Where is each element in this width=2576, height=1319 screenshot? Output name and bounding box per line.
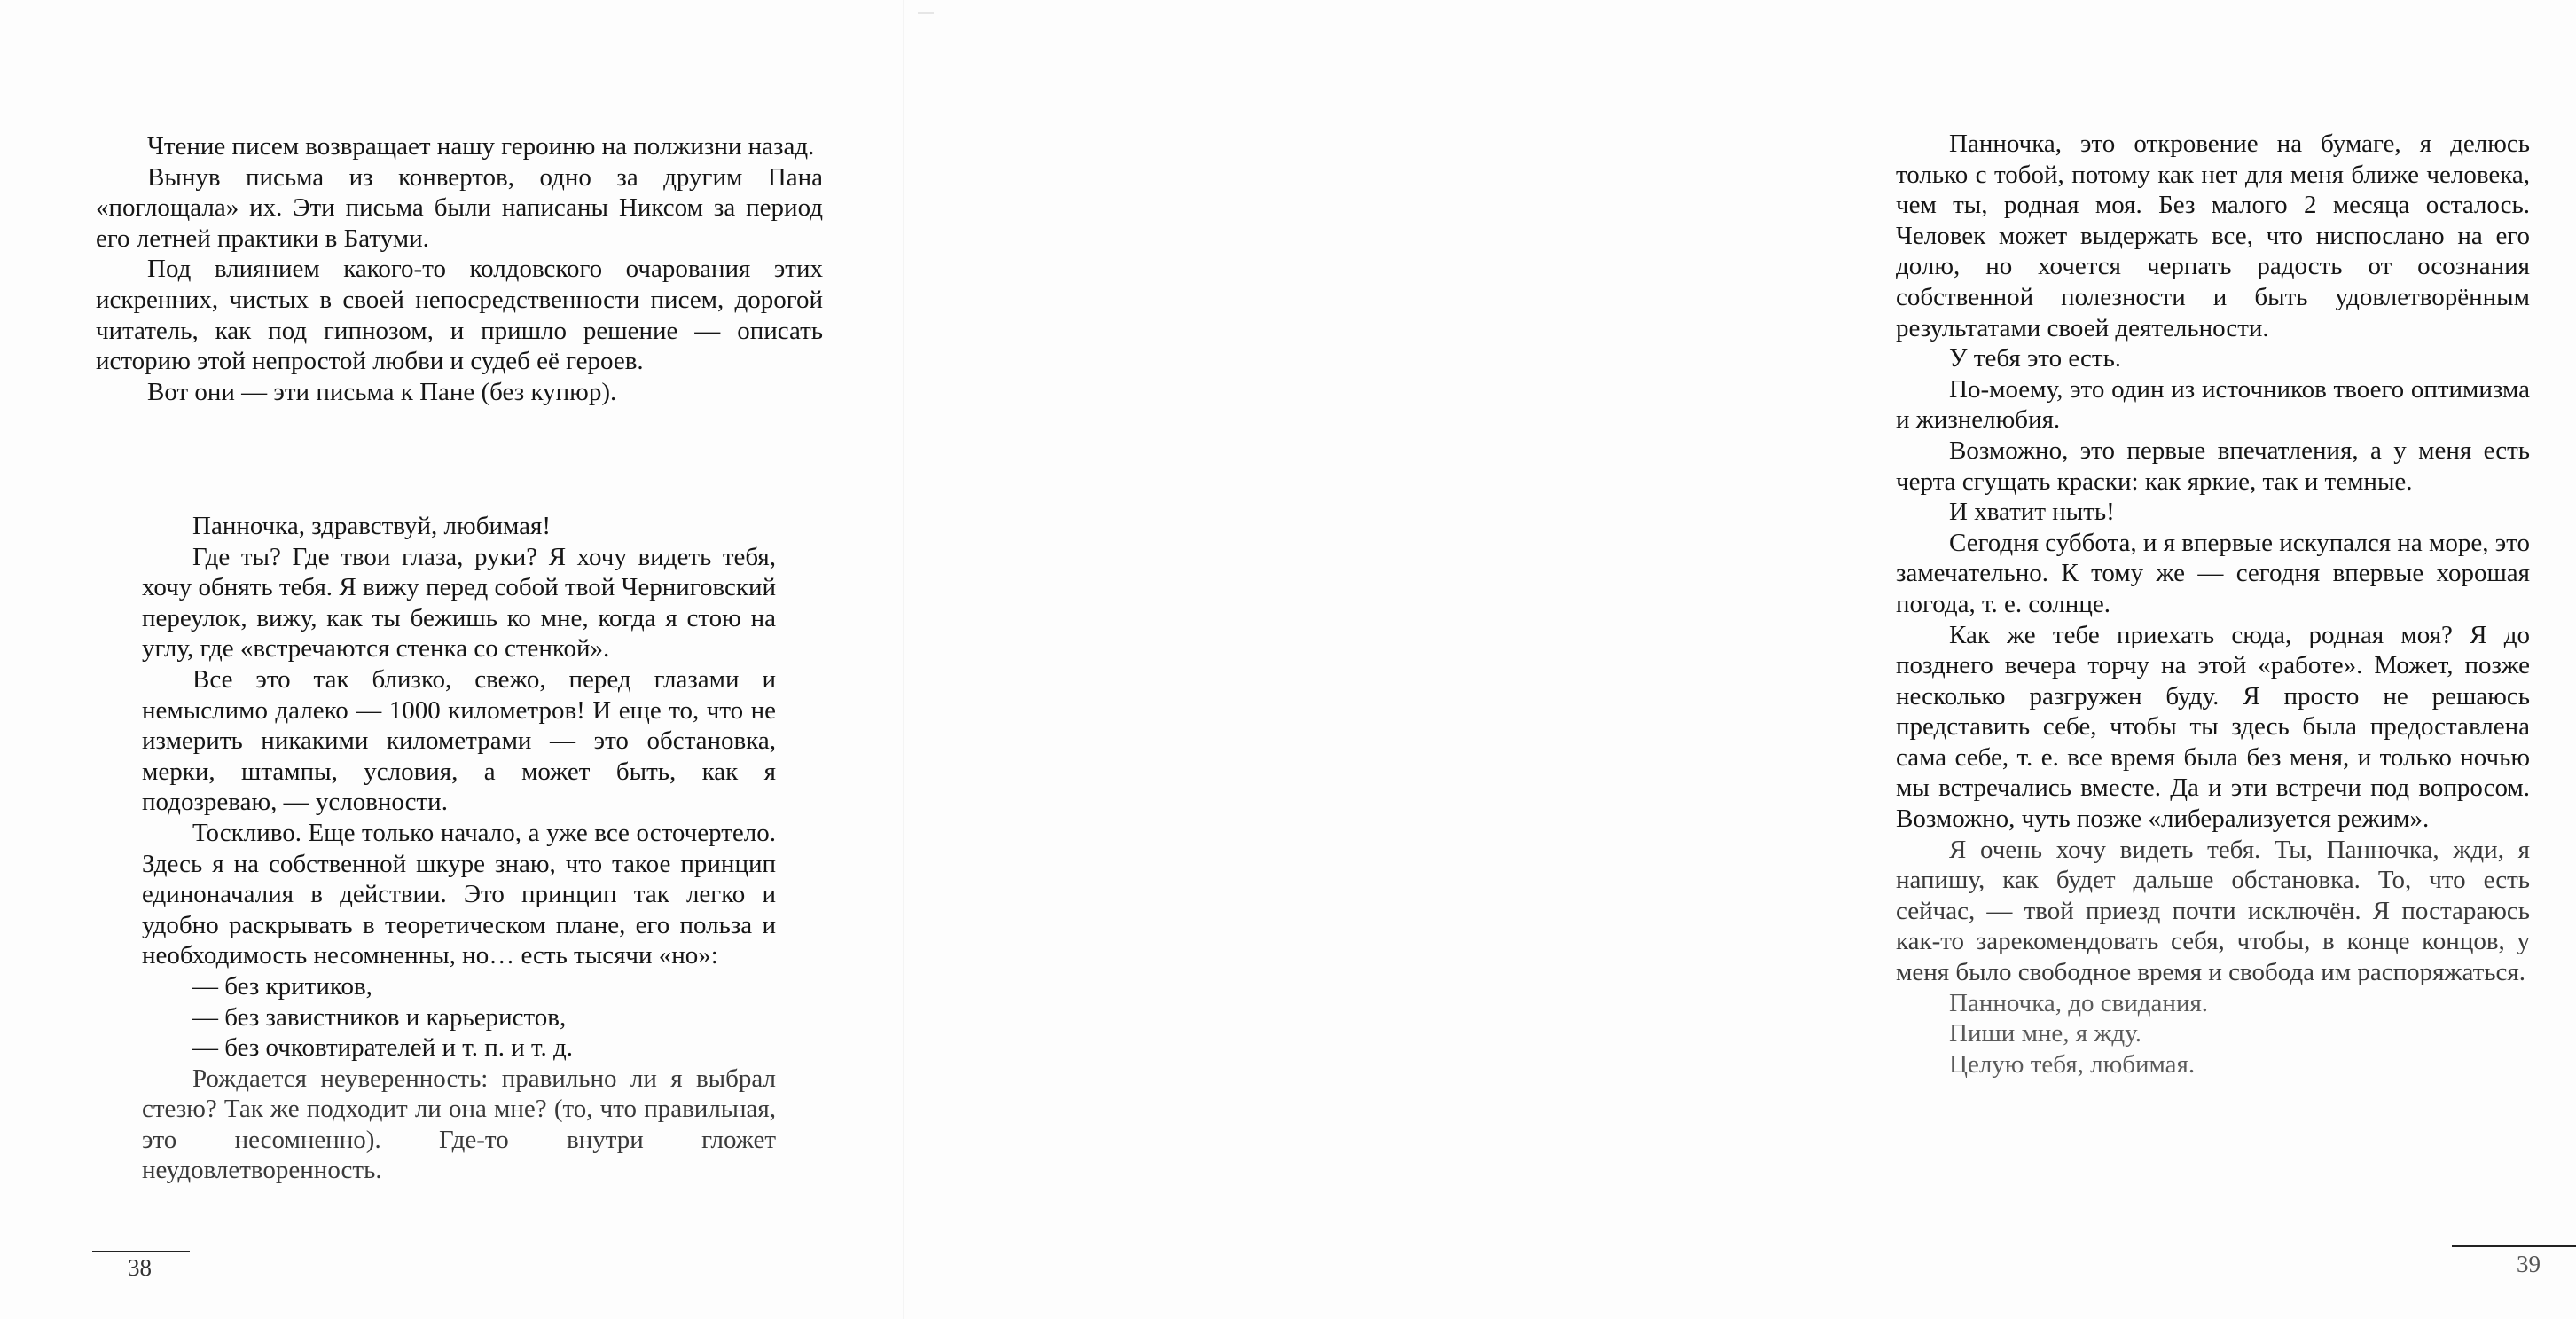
footer-rule (2452, 1245, 2576, 1247)
paragraph: Вынув письма из конвертов, одно за другим Пана «поглощала» их. Эти письма были написаны Никсом за период его летней практики в Батуми. (96, 162, 823, 253)
paragraph: Под влиянием какого-то колдовского очарования этих искренних, чистых в своей непосредственности писем, дорогой читатель, как под гипнозом, и пришло решение — описать историю этой непростой любви и судеб её героев. (96, 255, 823, 376)
paragraph: Как же тебе приехать сюда, родная моя? Я до позднего вечера торчу на этой «работе». Может, позже несколько разгружен буду. Я просто не решаюсь представить себе, чтобы ты здесь была предоставлена сама себе, т. е. все время была без меня, и только ночью мы встречались вместе. Да и эти встречи под вопросом. Возможно, чуть позже «либерализуется режим». (1896, 620, 2530, 834)
letter-closing: Целую тебя, любимая. (1949, 1049, 2196, 1079)
letter-greeting: Панночка, здравствуй, любимая! (192, 512, 551, 540)
page-number: 38 (128, 1254, 152, 1281)
paragraph: Тоскливо. Еще только начало, а уже все осточертело. Здесь я на собственной шкуре знаю, что такое принцип единоначалия в действии. Это принцип так легко и удобно раскрывать в теоретическом плане, его польза и необходимость несомненны, но… есть тысячи «но»: (142, 818, 776, 970)
paragraph: Где ты? Где твои глаза, руки? Я хочу видеть тебя, хочу обнять тебя. Я вижу перед собой твой Черниговский переулок, вижу, как ты бежишь ко мне, когда я стою на углу, где «встречаются стенка со стенкой». (142, 542, 776, 663)
page-number: 39 (2517, 1251, 2541, 1277)
list-item: — без завистников и карьеристов, (192, 1002, 567, 1032)
left-letter-text (142, 511, 776, 1186)
right-letter-text (1896, 129, 2530, 1080)
paragraph: Вот они — эти письма к Пане (без купюр). (147, 377, 617, 406)
left-intro-text (96, 131, 823, 407)
list-item: — без критиков, (192, 971, 372, 1001)
footer-rule (92, 1251, 190, 1252)
paragraph: По-моему, это один из источников твоего оптимизма и жизнелюбия. (1896, 374, 2530, 435)
paragraph: Возможно, это первые впечатления, а у меня есть черта сгущать краски: как яркие, так и темные. (1896, 436, 2530, 496)
paragraph: Панночка, это откровение на бумаге, я делюсь только с тобой, потому как нет для меня ближе человека, чем ты, родная моя. Без малого 2 месяца осталось. Человек может выдержать все, что ниспослано на его долю, но хочется черпать радость от осознания собственной полезности и быть удовлетворённым результатами своей деятельности. (1896, 130, 2530, 342)
right-page (887, 0, 2541, 1319)
letter-closing: Панночка, до свидания. (1949, 988, 2209, 1017)
letter-closing: Пиши мне, я жду. (1949, 1019, 2142, 1048)
paragraph: У тебя это есть. (1949, 344, 2122, 373)
paragraph: Я очень хочу видеть тебя. Ты, Панночка, жди, я напишу, как будет дальше обстановка. То, что есть сейчас, — твой приезд почти исключён. Я постараюсь как-то зарекомендовать себя, чтобы, в конце концов, у меня было свободное время и свобода им распоряжаться. (1896, 835, 2530, 987)
paragraph: И хватит ныть! (1949, 498, 2115, 527)
paragraph: Все это так близко, свежо, перед глазами и немыслимо далеко — 1000 километров! И еще то, что не измерить никакими километрами — это обстановка, мерки, штампы, условия, а может быть, как я подозреваю, — условности. (142, 664, 776, 817)
paragraph: Сегодня суббота, и я впервые искупался на море, это замечательно. К тому же — сегодня впервые хорошая погода, т. е. солнце. (1896, 528, 2530, 618)
paragraph: Рождается неуверенность: правильно ли я выбрал стезю? Так же подходит ли она мне? (то, что правильная, это несомненно). Где-то внутри гложет неудовлетворенность. (142, 1064, 776, 1185)
list-item: — без очковтирателей и т. п. и т. д. (192, 1033, 573, 1063)
paragraph: Чтение писем возвращает нашу героиню на полжизни назад. (147, 132, 815, 161)
left-page (0, 0, 887, 1319)
